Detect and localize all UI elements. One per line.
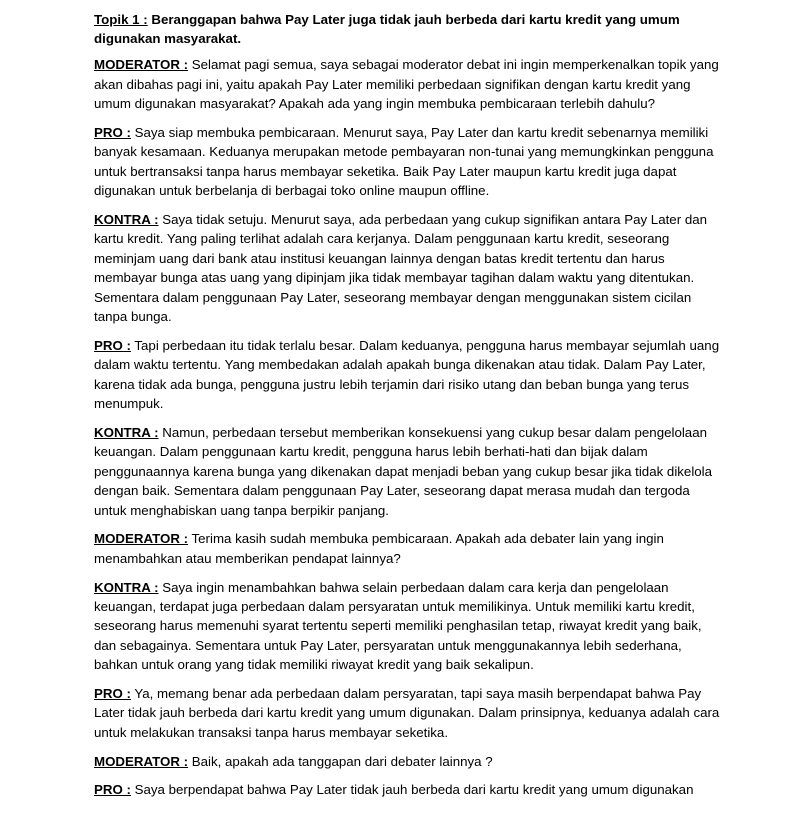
title-topic: Topik 1 : [94, 12, 148, 27]
paragraph-text: Saya tidak setuju. Menurut saya, ada perbedaan yang cukup signifikan antara Pay Later dan kartu kredit. Yang paling terlihat adalah cara kerjanya. Dalam penggunaan kartu kredit, seseorang meminjam uang dari bank atau institusi keuangan lainnya dengan batas kredit tertentu dan harus membayar bunga atas uang yang dipinjam jika tidak membayar tagihan dalam waktu yang ditentukan. Sementara dalam penggunaan Pay Later, seseorang membayar dengan menggunakan sistem cicilan tanpa bunga. [94, 212, 707, 325]
speaker-label: MODERATOR : [94, 57, 189, 73]
paragraph-pro-3 [94, 684, 722, 742]
speaker-label: KONTRA : [94, 212, 159, 228]
paragraph-moderator-2 [94, 529, 722, 568]
title-text: Beranggapan bahwa Pay Later juga tidak jauh berbeda dari kartu kredit yang umum digunakan masyarakat. [94, 12, 680, 47]
paragraph-moderator-3 [94, 752, 722, 771]
speaker-label: PRO : [94, 125, 131, 141]
speaker-label: PRO : [94, 337, 131, 353]
paragraph-text: Ya, memang benar ada perbedaan dalam persyaratan, tapi saya masih berpendapat bahwa Pay Later tidak jauh berbeda dari kartu kredit yang umum digunakan. Dalam prinsipnya, keduanya adalah cara untuk melakukan transaksi tanpa harus membayar seketika. [94, 685, 720, 740]
paragraph-text: Baik, apakah ada tanggapan dari debater lainnya ? [188, 753, 493, 769]
paragraph-text: Saya siap membuka pembicaraan. Menurut saya, Pay Later dan kartu kredit sebenarnya memiliki banyak kesamaan. Keduanya merupakan metode pembayaran non-tunai yang memungkinkan pengguna untuk bertransaksi tanpa harus membayar seketika. Baik Pay Later maupun kartu kredit juga dapat digunakan untuk berbelanja di berbagai toko online maupun offline. [94, 125, 714, 199]
paragraph-pro-4 [94, 780, 722, 799]
document-title [94, 10, 722, 48]
speaker-label: PRO : [94, 782, 131, 798]
paragraph-moderator-1 [94, 55, 722, 113]
speaker-label: MODERATOR : [94, 753, 189, 769]
speaker-label: PRO : [94, 685, 131, 701]
paragraph-pro-2 [94, 336, 722, 414]
paragraph-text: Tapi perbedaan itu tidak terlalu besar. Dalam keduanya, pengguna harus membayar sejumlah uang dalam waktu tertentu. Yang membedakan adalah apakah bunga dikenakan atau tidak. Dalam Pay Later, karena tidak ada bunga, pengguna justru lebih terjamin dari risiko utang dan beban bunga yang terus menumpuk. [94, 337, 720, 412]
paragraph-text: Namun, perbedaan tersebut memberikan konsekuensi yang cukup besar dalam pengelolaan keuangan. Dalam penggunaan kartu kredit, pengguna harus lebih berhati-hati dan bijak dalam penggunaannya karena bunga yang dikenakan dapat menjadi beban yang cukup besar jika tidak dikelola dengan baik. Sementara dalam penggunaan Pay Later, seseorang dapat merasa mudah dan tergoda untuk menghabiskan uang tanpa berpikir panjang. [94, 424, 713, 518]
paragraph-pro-1 [94, 123, 722, 201]
paragraph-kontra-3 [94, 578, 722, 675]
paragraph-text: Selamat pagi semua, saya sebagai moderator debat ini ingin memperkenalkan topik yang akan dibahas pagi ini, yaitu apakah Pay Later memiliki perbedaan signifikan dengan kartu kredit yang umum digunakan masyarakat? Apakah ada yang ingin membuka pembicaraan terlebih dahulu? [94, 57, 719, 112]
speaker-label: KONTRA : [94, 424, 159, 440]
paragraph-text: Terima kasih sudah membuka pembicaraan. Apakah ada debater lain yang ingin menambahkan atau memberikan pendapat lainnya? [94, 531, 664, 566]
paragraph-kontra-1 [94, 210, 722, 326]
paragraph-kontra-2 [94, 423, 722, 520]
paragraph-text: Saya berpendapat bahwa Pay Later tidak jauh berbeda dari kartu kredit yang umum digunakan [130, 782, 694, 798]
speaker-label: MODERATOR : [94, 531, 189, 547]
document-body [94, 10, 722, 809]
paragraph-text: Saya ingin menambahkan bahwa selain perbedaan dalam cara kerja dan pengelolaan keuangan, terdapat juga perbedaan dalam persyaratan untuk memilikinya. Untuk memiliki kartu kredit, seseorang harus memenuhi syarat tertentu seperti memiliki penghasilan tetap, riwayat kredit yang baik, dan sebagainya. Sementara untuk Pay Later, persyaratan untuk menggunakannya lebih sederhana, bahkan untuk orang yang tidak memiliki riwayat kredit yang baik sekalipun. [94, 579, 702, 673]
speaker-label: KONTRA : [94, 579, 159, 595]
